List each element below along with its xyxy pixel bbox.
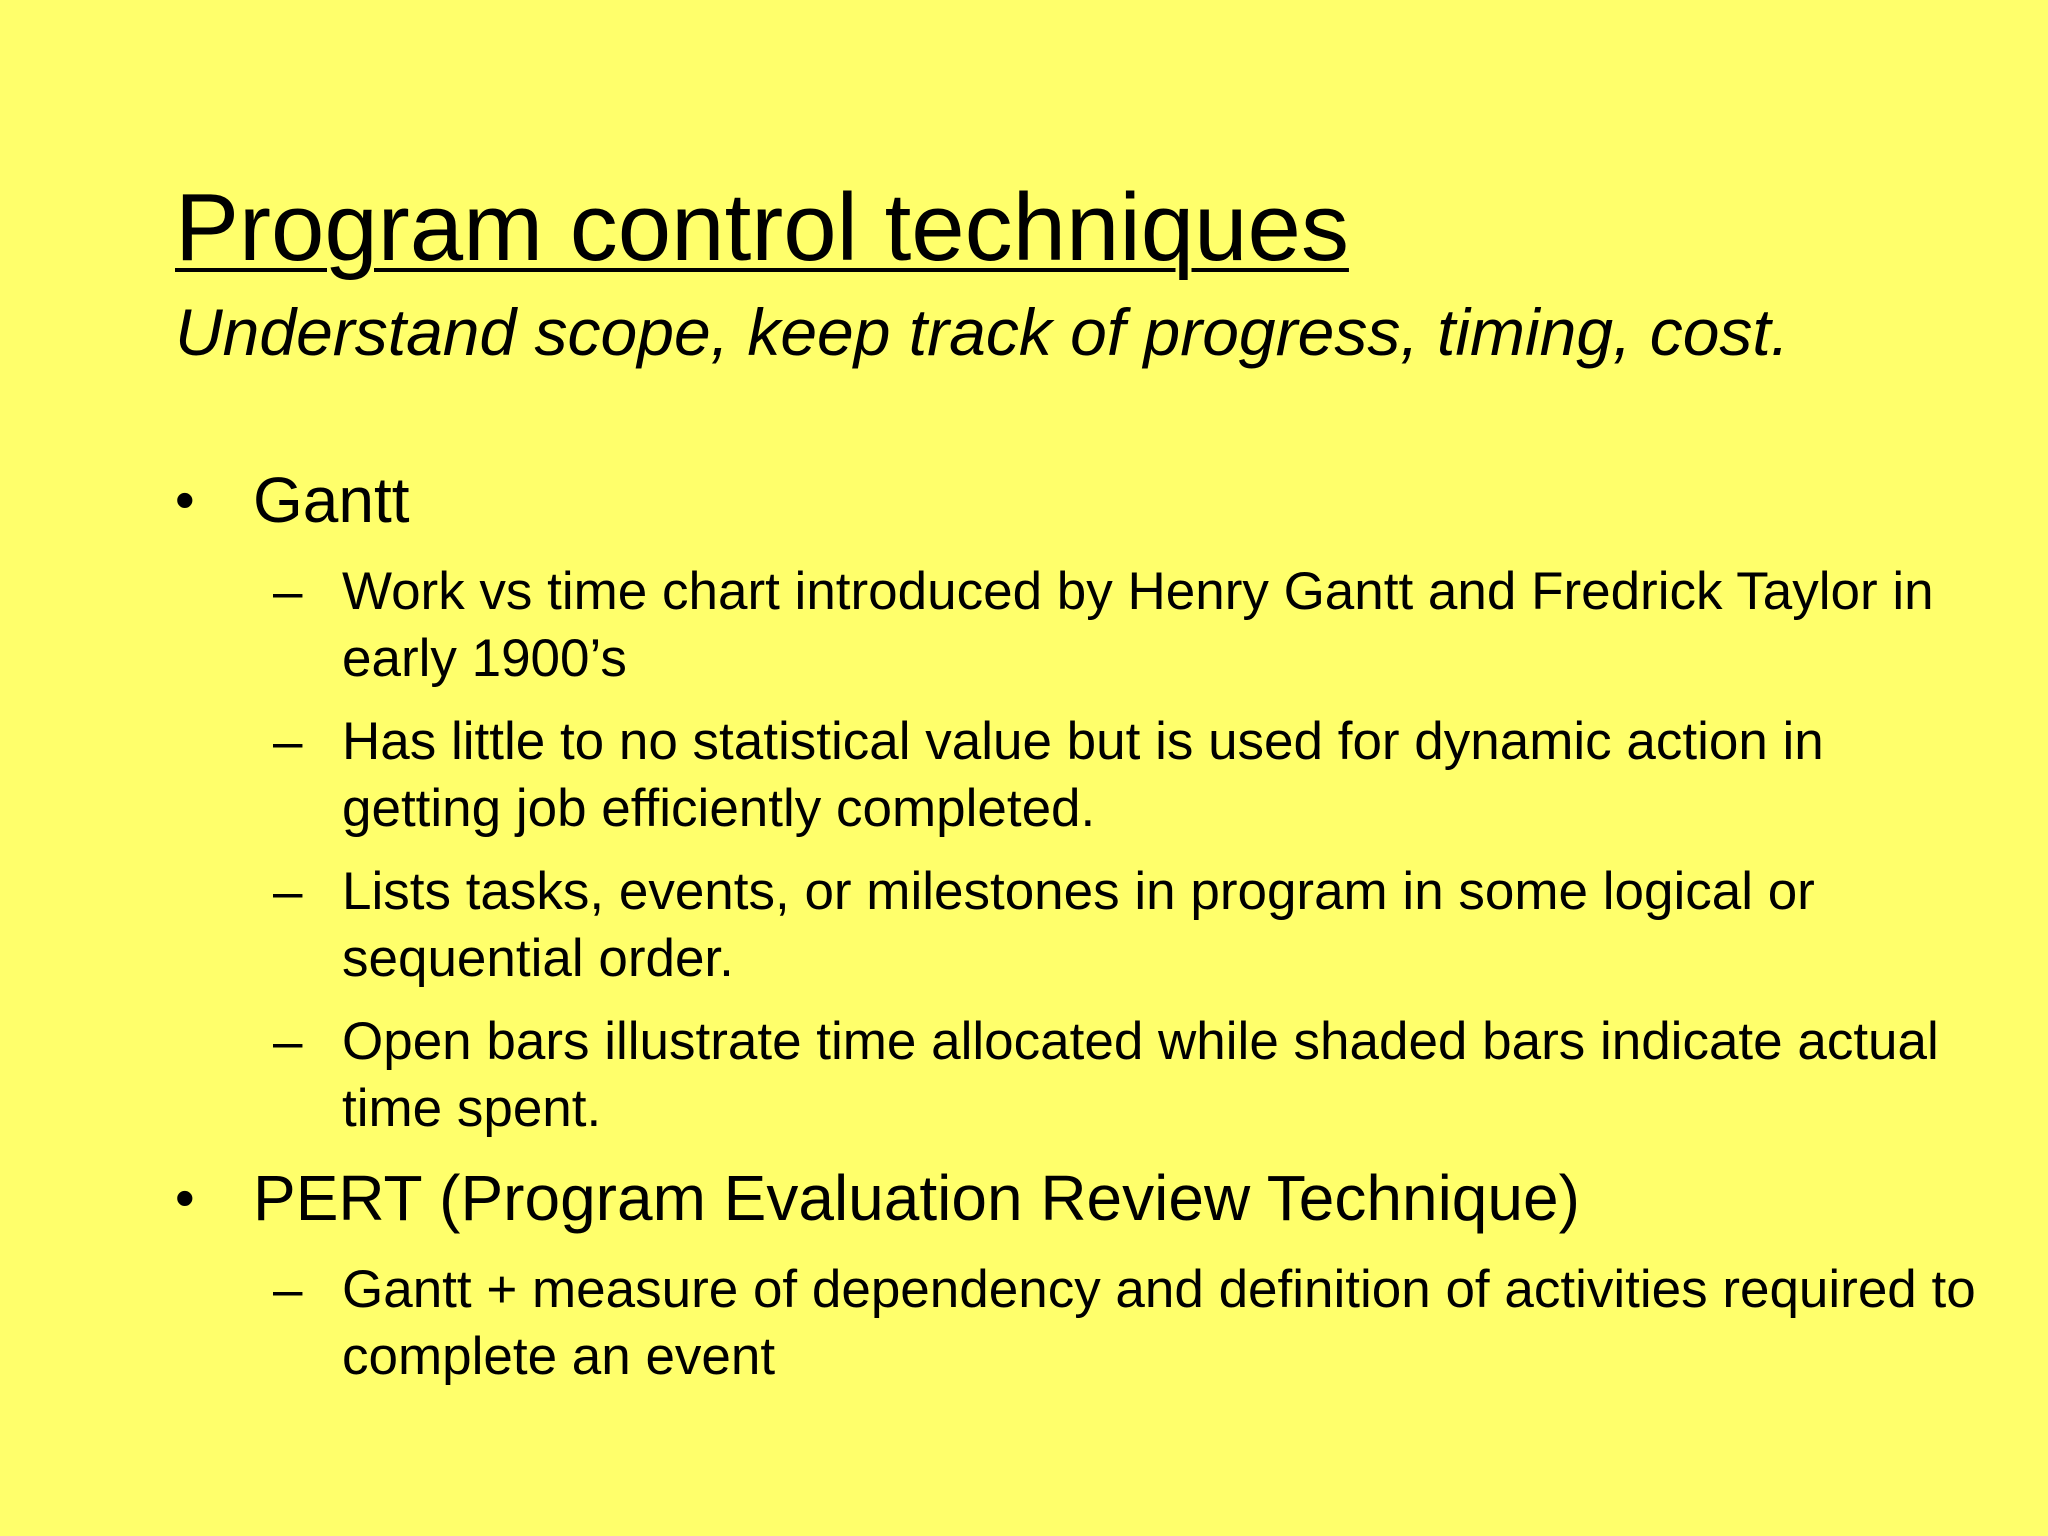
slide-title: Program control techniques: [175, 174, 1349, 281]
sub-bullet: [175, 1256, 1995, 1390]
dash-marker: –: [273, 712, 303, 771]
dash-marker: –: [273, 862, 303, 921]
slide-subtitle: Understand scope, keep track of progress, timing, cost.: [175, 295, 1790, 369]
sub-bullet-text: Gantt + measure of dependency and definition of activities required to complete an event: [342, 1260, 1976, 1386]
sub-bullet: [175, 708, 1995, 842]
bullet-gantt: [175, 458, 1995, 542]
sub-bullet-text: Work vs time chart introduced by Henry Gantt and Fredrick Taylor in early 1900’s: [342, 562, 1934, 688]
sub-bullet-text: Open bars illustrate time allocated while shaded bars indicate actual time spent.: [342, 1012, 1939, 1138]
sub-bullet-text: Lists tasks, events, or milestones in program in some logical or sequential order.: [342, 862, 1815, 988]
bullet-marker: •: [175, 1166, 195, 1229]
dash-marker: –: [273, 1260, 303, 1319]
sub-bullet-list-gantt: [175, 558, 1995, 1142]
bullet-pert: [175, 1156, 1995, 1240]
bullet-label: PERT (Program Evaluation Review Technique): [253, 1162, 1580, 1234]
dash-marker: –: [273, 1012, 303, 1071]
bullet-marker: •: [175, 468, 195, 531]
sub-bullet: [175, 858, 1995, 992]
bullet-list: [175, 458, 1995, 1390]
sub-bullet-list-pert: [175, 1256, 1995, 1390]
sub-bullet: [175, 1008, 1995, 1142]
sub-bullet: [175, 558, 1995, 692]
dash-marker: –: [273, 562, 303, 621]
sub-bullet-text: Has little to no statistical value but is used for dynamic action in getting job efficiently completed.: [342, 712, 1824, 838]
bullet-label: Gantt: [253, 464, 410, 536]
